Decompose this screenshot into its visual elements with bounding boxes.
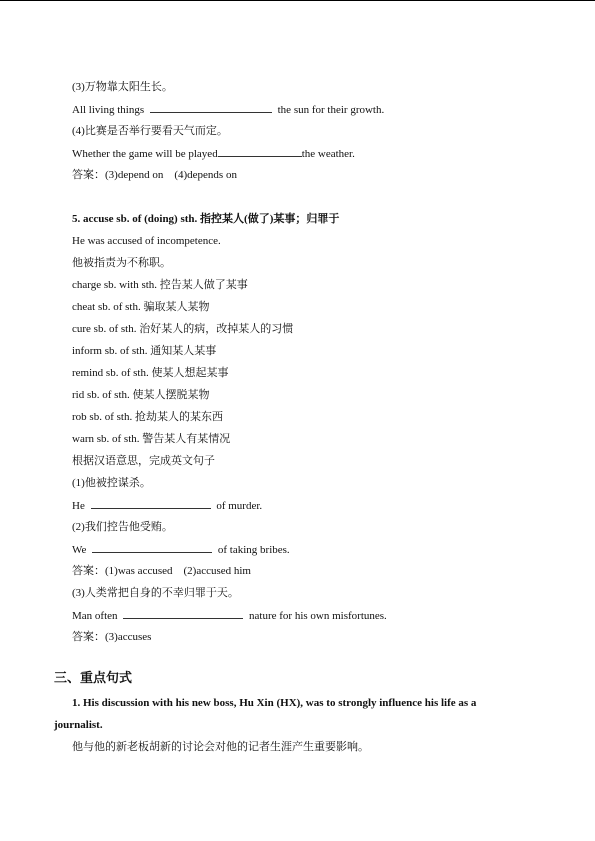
top-rule (0, 0, 595, 1)
key-sentence-1-translation: 他与他的新老板胡新的讨论会对他的记者生涯产生重要影响。 (72, 741, 369, 753)
question-2-text-after: of taking bribes. (217, 544, 290, 556)
answer-blank[interactable] (150, 102, 272, 113)
question-1-text-before: He (72, 500, 85, 512)
exercise-4-text-after: the weather. (301, 148, 355, 160)
section-heading: 三、重点句式 (54, 671, 133, 686)
item-5-example-english: He was accused of incompetence. (72, 235, 221, 247)
phrase-item: remind sb. of sth. 使某人想起某事 (72, 367, 229, 379)
phrase-item: rid sb. of sth. 使某人摆脱某物 (72, 389, 210, 401)
answer-key-3-4: 答案：(3)depend on (4)depends on (72, 169, 237, 181)
question-1-chinese: (1)他被控谋杀。 (72, 477, 151, 489)
question-2-chinese: (2)我们控告他受贿。 (72, 521, 173, 533)
answer-blank[interactable] (123, 608, 243, 619)
question-3-text-before: Man often (72, 610, 118, 622)
answer-key-1-2: 答案：(1)was accused (2)accused him (72, 565, 251, 577)
exercise-4-chinese: (4)比赛是否举行要看天气而定。 (72, 125, 228, 137)
question-2-text-before: We (72, 544, 87, 556)
exercise-4-text-before: Whether the game will be played (72, 148, 218, 160)
exercise-instruction: 根据汉语意思，完成英文句子 (72, 455, 215, 467)
question-1-english (72, 498, 262, 513)
phrase-item: charge sb. with sth. 控告某人做了某事 (72, 279, 248, 291)
question-1-text-after: of murder. (216, 500, 263, 512)
exercise-3-english (72, 102, 384, 117)
key-sentence-1-line-1: 1. His discussion with his new boss, Hu Xin (HX), was to strongly influence his life as a (72, 697, 477, 709)
phrase-item: cheat sb. of sth. 骗取某人某物 (72, 301, 210, 313)
exercise-3-text-after: the sun for their growth. (277, 104, 385, 116)
exercise-3-text-before: All living things (72, 104, 145, 116)
exercise-3-chinese: (3)万物靠太阳生长。 (72, 81, 173, 93)
item-5-heading: 5. accuse sb. of (doing) sth. 指控某人(做了)某事；归罪于 (72, 213, 340, 225)
answer-key-3: 答案：(3)accuses (72, 631, 152, 643)
exercise-4-english (72, 146, 355, 161)
item-5-example-chinese: 他被指责为不称职。 (72, 257, 171, 269)
question-3-chinese: (3)人类常把自身的不幸归罪于天。 (72, 587, 239, 599)
phrase-item: inform sb. of sth. 通知某人某事 (72, 345, 217, 357)
key-sentence-1-line-2: journalist. (54, 719, 103, 731)
answer-blank[interactable] (218, 146, 302, 157)
question-3-text-after: nature for his own misfortunes. (249, 610, 387, 622)
phrase-item: warn sb. of sth. 警告某人有某情况 (72, 433, 231, 445)
answer-blank[interactable] (92, 542, 212, 553)
answer-blank[interactable] (91, 498, 211, 509)
question-3-english (72, 608, 387, 623)
question-2-english (72, 542, 290, 557)
phrase-item: cure sb. of sth. 治好某人的病，改掉某人的习惯 (72, 323, 294, 335)
phrase-item: rob sb. of sth. 抢劫某人的某东西 (72, 411, 223, 423)
